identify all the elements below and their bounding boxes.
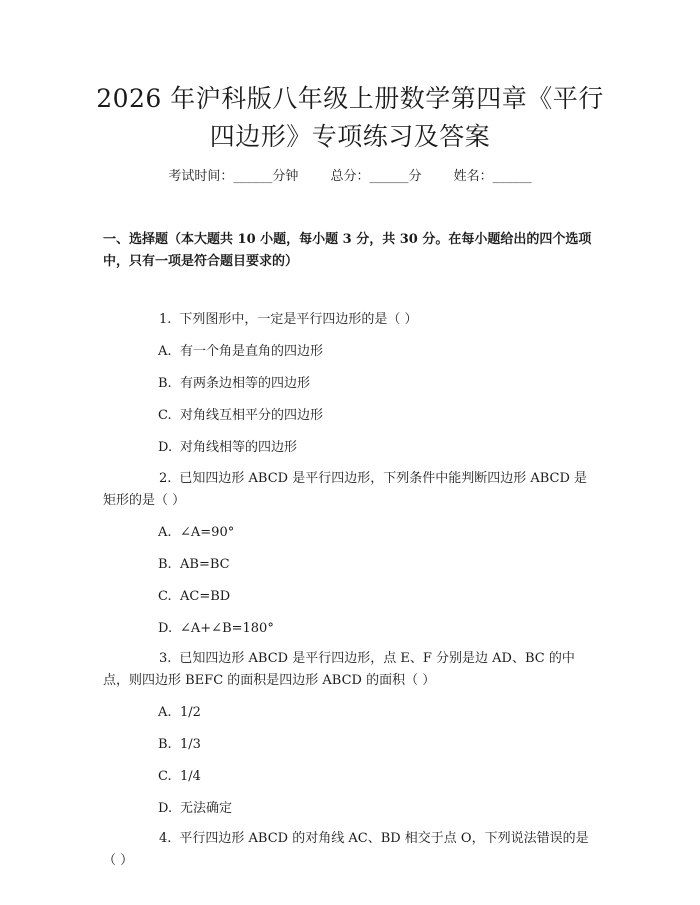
- question-number: 1.: [159, 312, 172, 327]
- option-letter: A.: [158, 525, 172, 540]
- exam-score: 总分：______分: [330, 169, 422, 184]
- option-text: ∠A=90°: [180, 525, 235, 540]
- question-4: [103, 828, 597, 872]
- question-number: 3.: [159, 651, 172, 666]
- option-letter: C.: [158, 589, 172, 604]
- title-line-2: 四边形》专项练习及答案: [209, 122, 491, 151]
- option-letter: C.: [158, 769, 172, 784]
- exam-name: 姓名：______: [453, 169, 532, 184]
- q1-option-c: [158, 405, 578, 427]
- question-text: 已知四边形 ABCD 是平行四边形，下列条件中能判断四边形 ABCD 是矩形的是（ ）: [103, 471, 588, 508]
- option-text: AC=BD: [180, 589, 231, 604]
- section-heading: 一、选择题（本大题共 10 小题，每小题 3 分，共 30 分。在每小题给出的四个选项中，只有一项是符合题目要求的）: [103, 232, 592, 269]
- option-text: AB=BC: [180, 557, 230, 572]
- option-text: 1/3: [180, 737, 201, 752]
- option-letter: B.: [158, 557, 172, 572]
- question-1: [103, 309, 597, 331]
- option-text: 对角线相等的四边形: [180, 440, 298, 455]
- q1-option-a: [158, 341, 578, 363]
- question-text: 已知四边形 ABCD 是平行四边形，点 E、F 分别是边 AD、BC 的中点，则四边形 BEFC 的面积是四边形 ABCD 的面积（ ）: [103, 651, 575, 688]
- option-text: 1/4: [180, 769, 201, 784]
- question-2: [103, 468, 597, 512]
- option-letter: D.: [158, 440, 173, 455]
- question-number: 2.: [159, 471, 172, 486]
- q2-option-d: [158, 618, 578, 640]
- option-letter: A.: [158, 705, 172, 720]
- q2-option-c: [158, 586, 578, 608]
- document-title: [60, 80, 640, 156]
- q2-option-b: [158, 554, 578, 576]
- q3-option-a: [158, 702, 578, 724]
- option-text: 有两条边相等的四边形: [180, 376, 311, 391]
- question-number: 4.: [159, 831, 172, 846]
- option-letter: B.: [158, 376, 172, 391]
- q3-option-d: [158, 798, 578, 820]
- option-letter: D.: [158, 621, 173, 636]
- option-text: 无法确定: [180, 801, 233, 816]
- question-text: 下列图形中，一定是平行四边形的是（ ）: [179, 312, 418, 327]
- question-text: 平行四边形 ABCD 的对角线 AC、BD 相交于点 O，下列说法错误的是（ ）: [103, 831, 589, 868]
- title-line-1: 2026 年沪科版八年级上册数学第四章《平行: [96, 84, 604, 113]
- option-text: 1/2: [180, 705, 201, 720]
- question-3: [103, 648, 597, 692]
- q3-option-b: [158, 734, 578, 756]
- exam-time: 考试时间：______分钟: [168, 169, 299, 184]
- q1-option-d: [158, 437, 578, 459]
- option-letter: B.: [158, 737, 172, 752]
- q2-option-a: [158, 522, 578, 544]
- option-letter: D.: [158, 801, 173, 816]
- option-letter: C.: [158, 408, 172, 423]
- option-letter: A.: [158, 344, 172, 359]
- exam-info: [0, 167, 700, 187]
- option-text: ∠A+∠B=180°: [180, 621, 274, 636]
- option-text: 有一个角是直角的四边形: [180, 344, 324, 359]
- option-text: 对角线互相平分的四边形: [180, 408, 324, 423]
- q1-option-b: [158, 373, 578, 395]
- q3-option-c: [158, 766, 578, 788]
